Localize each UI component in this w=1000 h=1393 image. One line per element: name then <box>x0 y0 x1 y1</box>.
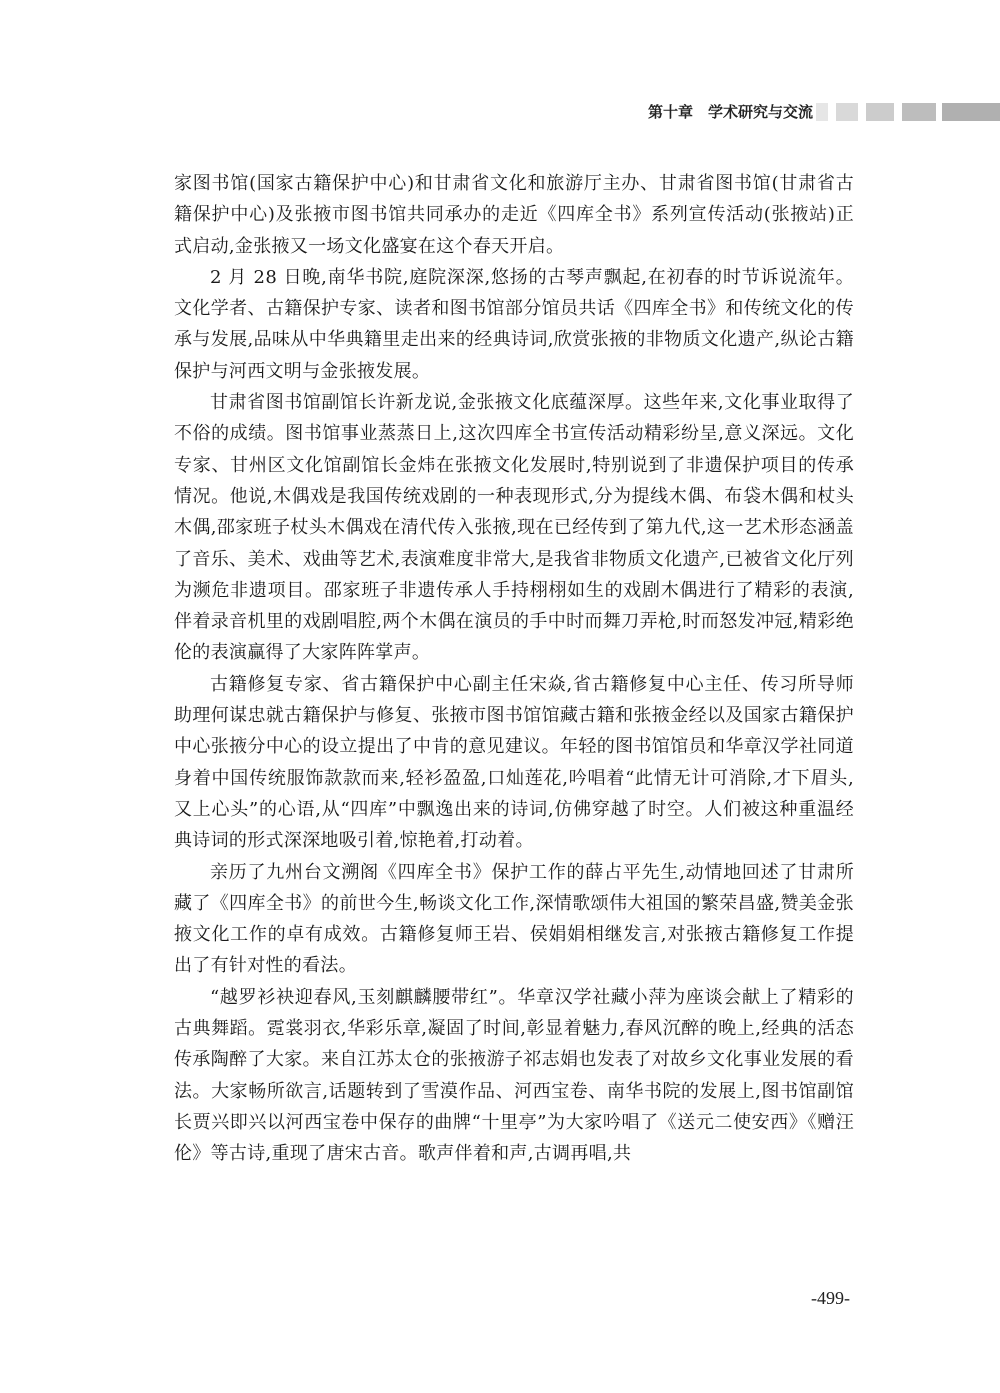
paragraph: 甘肃省图书馆副馆长许新龙说,金张掖文化底蕴深厚。这些年来,文化事业取得了不俗的成绩。图书馆事业蒸蒸日上,这次四库全书宣传活动精彩纷呈,意义深远。文化专家、甘州区文化馆副馆长金炜在张掖文化发展时,特别说到了非遗保护项目的传承情况。他说,木偶戏是我国传统戏剧的一种表现形式,分为提线木偶、布袋木偶和杖头木偶,邵家班子杖头木偶戏在清代传入张掖,现在已经传到了第九代,这一艺术形态涵盖了音乐、美术、戏曲等艺术,表演难度非常大,是我省非物质文化遗产,已被省文化厅列为濒危非遗项目。邵家班子非遗传承人手持栩栩如生的戏剧木偶进行了精彩的表演,伴着录音机里的戏剧唱腔,两个木偶在演员的手中时而舞刀弄枪,时而怒发冲冠,精彩绝伦的表演赢得了大家阵阵掌声。 <box>174 392 854 664</box>
body-text <box>174 168 854 1170</box>
paragraph: 亲历了九州台文溯阁《四库全书》保护工作的薛占平先生,动情地回述了甘肃所藏了《四库全书》的前世今生,畅谈文化工作,深情歌颂伟大祖国的繁荣昌盛,赞美金张掖文化工作的卓有成效。古籍修复师王岩、侯娟娟相继发言,对张掖古籍修复工作提出了有针对性的看法。 <box>174 861 854 977</box>
paragraph: 古籍修复专家、省古籍保护中心副主任宋焱,省古籍修复中心主任、传习所导师助理何谋忠就古籍保护与修复、张掖市图书馆馆藏古籍和张掖金经以及国家古籍保护中心张掖分中心的设立提出了中肯的意见建议。年轻的图书馆馆员和华章汉学社同道身着中国传统服饰款款而来,轻衫盈盈,口灿莲花,吟唱着“此情无计可消除,才下眉头,又上心头”的心语,从“四库”中飘逸出来的诗词,仿佛穿越了时空。人们被这种重温经典诗词的形式深深地吸引着,惊艳着,打动着。 <box>174 673 854 852</box>
header-decor-bar <box>902 103 936 121</box>
running-header <box>0 100 1000 124</box>
header-decor-bar <box>866 103 894 121</box>
paragraph: 2 月 28 日晚,南华书院,庭院深深,悠扬的古琴声飘起,在初春的时节诉说流年。文化学者、古籍保护专家、读者和图书馆部分馆员共话《四库全书》和传统文化的传承与发展,品味从中华典籍里走出来的经典诗词,欣赏张掖的非物质文化遗产,纵论古籍保护与河西文明与金张掖发展。 <box>174 266 854 382</box>
paragraph-continued: 家图书馆(国家古籍保护中心)和甘肃省文化和旅游厅主办、甘肃省图书馆(甘肃省古籍保护中心)及张掖市图书馆共同承办的走近《四库全书》系列宣传活动(张掖站)正式启动,金张掖又一场文化盛宴在这个春天开启。 <box>174 173 854 257</box>
header-decor-bar <box>816 103 828 121</box>
paragraph: “越罗衫袂迎春风,玉刻麒麟腰带红”。华章汉学社藏小萍为座谈会献上了精彩的古典舞蹈。霓裳羽衣,华彩乐章,凝固了时间,彰显着魅力,春风沉醉的晚上,经典的活态传承陶醉了大家。来自江苏太仓的张掖游子祁志娟也发表了对故乡文化事业发展的看法。大家畅所欲言,话题转到了雪漠作品、河西宝卷、南华书院的发展上,图书馆副馆长贾兴即兴以河西宝卷中保存的曲牌“十里亭”为大家吟唱了《送元二使安西》《赠汪伦》等古诗,重现了唐宋古音。歌声伴着和声,古调再唱,共 <box>174 986 854 1165</box>
page-number: -499- <box>811 1288 850 1308</box>
header-decor-bar <box>836 103 858 121</box>
header-decor-bar <box>942 103 1000 121</box>
chapter-title: 第十章 学术研究与交流 <box>648 103 814 121</box>
